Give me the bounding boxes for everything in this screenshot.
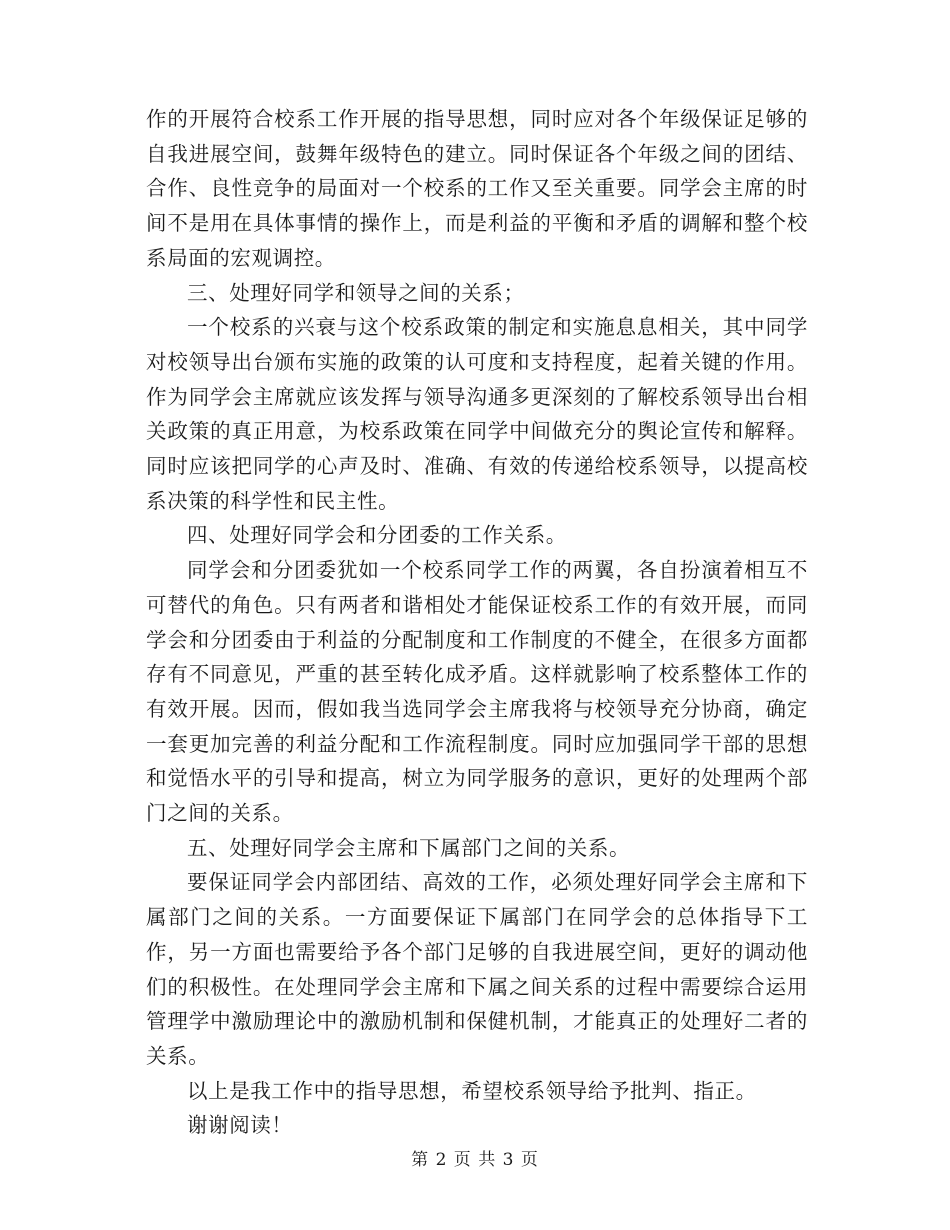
page-footer bbox=[0, 1145, 950, 1170]
thanks-line: 谢谢阅读！ bbox=[187, 1113, 293, 1138]
page-number-label: 第 2 页 共 3 页 bbox=[411, 1150, 539, 1170]
paragraph-section-4: 同学会和分团委犹如一个校系同学工作的两翼，各自扮演着相互不可替代的角色。只有两者和谐相处才能保证校系工作的有效开展，而同学会和分团委由于利益的分配制度和工作制度的不健全，在很多方面都存有不同意见，严重的甚至转化成矛盾。这样就影响了校系整体工作的有效开展。因而，假如我当选同学会主席我将与校领导充分协商，确定一套更加完善的利益分配和工作流程制度。同时应加强同学干部的思想和觉悟水平的引导和提高，树立为同学服务的意识，更好的处理两个部门之间的关系。 bbox=[146, 558, 808, 826]
heading-section-3: 三、处理好同学和领导之间的关系； bbox=[187, 280, 525, 305]
paragraph-section-5: 要保证同学会内部团结、高效的工作，必须处理好同学会主席和下属部门之间的关系。一方面要保证下属部门在同学会的总体指导下工作，另一方面也需要给予各个部门足够的自我进展空间，更好的调动他们的积极性。在处理同学会主席和下属之间关系的过程中需要综合运用管理学中激励理论中的激励机制和保健机制，才能真正的处理好二者的关系。 bbox=[146, 870, 808, 1068]
paragraph-1: 作的开展符合校系工作开展的指导思想，同时应对各个年级保证足够的自我进展空间，鼓舞年级特色的建立。同时保证各个年级之间的团结、合作、良性竞争的局面对一个校系的工作又至关重要。同学会主席的时间不是用在具体事情的操作上，而是利益的平衡和矛盾的调解和整个校系局面的宏观调控。 bbox=[146, 107, 808, 270]
document-body bbox=[146, 102, 808, 1143]
paragraph-section-3: 一个校系的兴衰与这个校系政策的制定和实施息息相关，其中同学对校领导出台颁布实施的政策的认可度和支持程度，起着关键的作用。作为同学会主席就应该发挥与领导沟通多更深刻的了解校系领导出台相关政策的真正用意，为校系政策在同学中间做充分的舆论宣传和解释。同时应该把同学的心声及时、准确、有效的传递给校系领导，以提高校系决策的科学性和民主性。 bbox=[146, 315, 808, 513]
closing-paragraph: 以上是我工作中的指导思想，希望校系领导给予批判、指正。 bbox=[187, 1078, 757, 1103]
heading-section-4: 四、处理好同学会和分团委的工作关系。 bbox=[187, 523, 567, 548]
heading-section-5: 五、处理好同学会主席和下属部门之间的关系。 bbox=[187, 835, 631, 860]
